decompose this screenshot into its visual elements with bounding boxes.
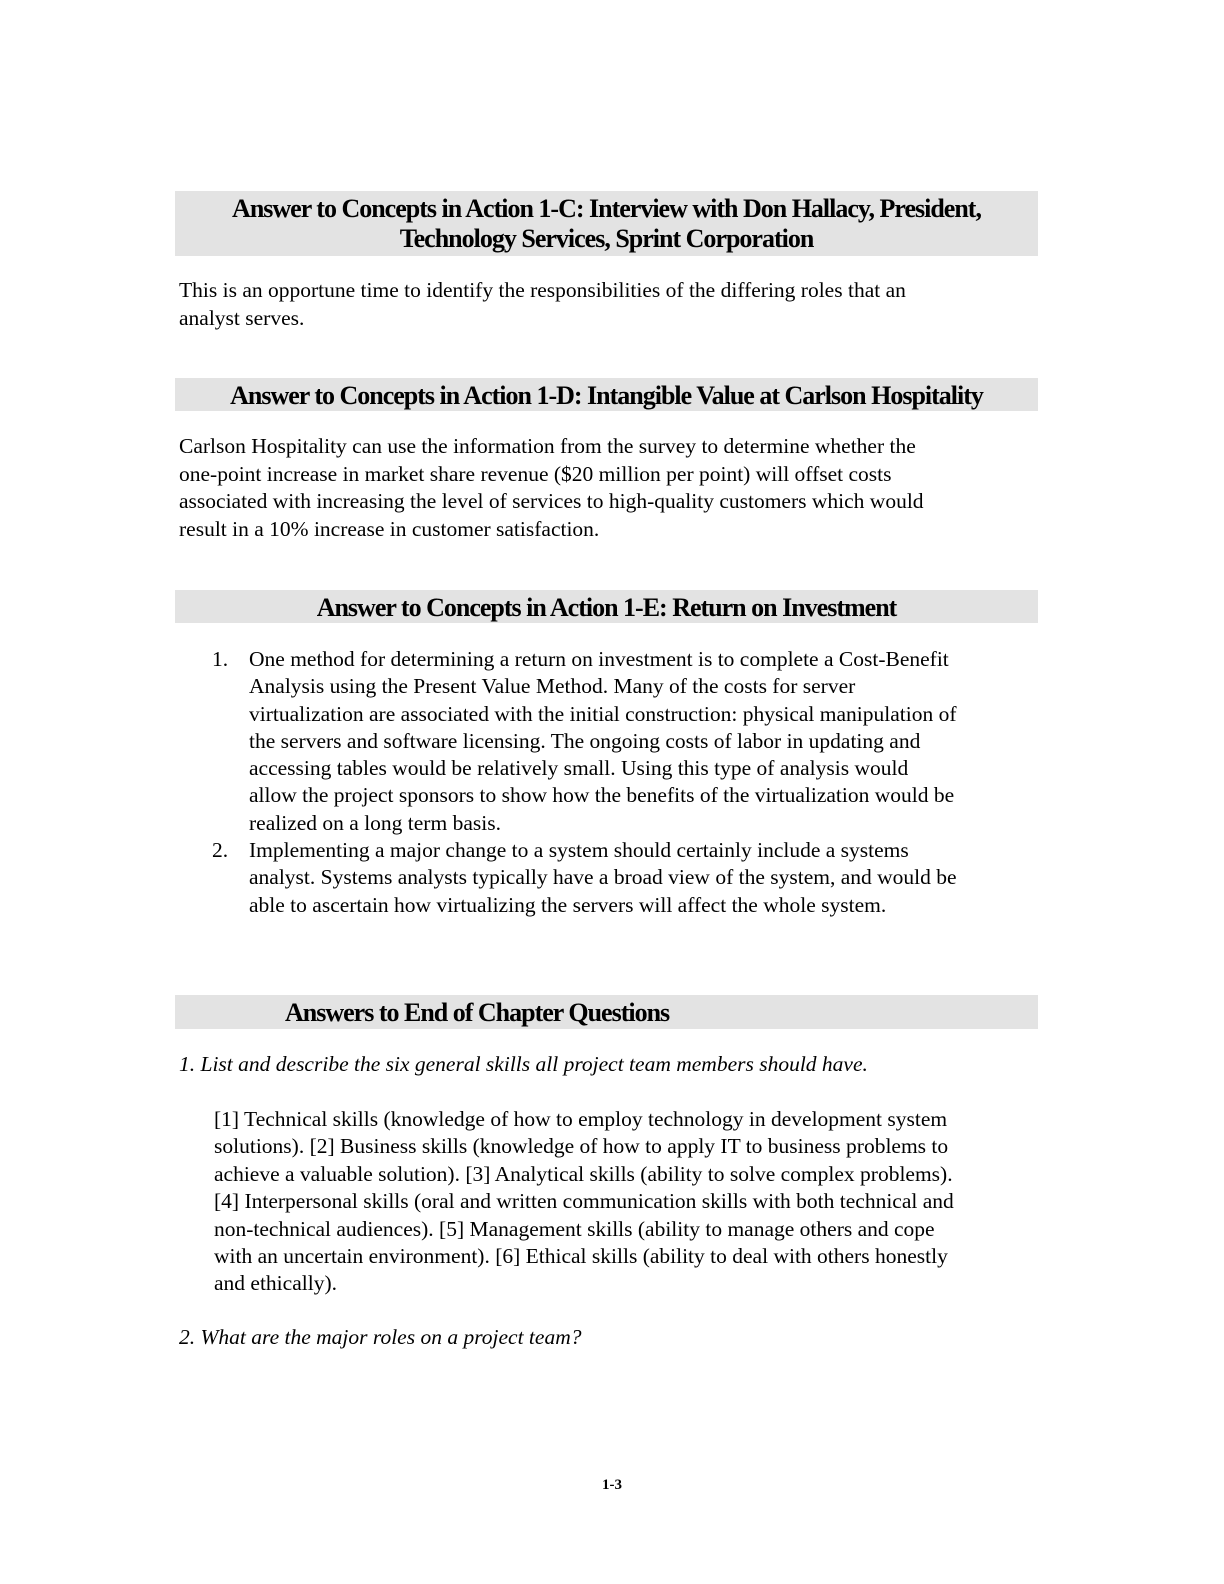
body-line: one-point increase in market share revenue ($20 million per point) will offset costs: [179, 461, 892, 486]
answer-line: [1] Technical skills (knowledge of how to employ technology in development system: [214, 1107, 948, 1131]
section-body-1d: [179, 433, 1039, 543]
list-item: [212, 646, 1042, 837]
body-line: This is an opportune time to identify the responsibilities of the differing roles that an: [179, 278, 906, 302]
answer-line: non-technical audiences). [5] Management skills (ability to manage others and cope: [214, 1216, 935, 1241]
section-heading-end-of-chapter: Answers to End of Chapter Questions: [175, 995, 1038, 1029]
list-item-line: allow the project sponsors to show how the benefits of the virtualization would be: [249, 783, 955, 808]
list-item-line: One method for determining a return on investment is to complete a Cost-Benefit: [249, 647, 949, 671]
answer-line: achieve a valuable solution). [3] Analytical skills (ability to solve complex problems).: [214, 1161, 953, 1186]
numbered-list-1e: [212, 646, 1042, 919]
answer-line: [4] Interpersonal skills (oral and written communication skills with both technical and: [214, 1189, 954, 1214]
answer-1: [214, 1106, 1044, 1298]
list-item: [212, 837, 1042, 919]
question-1: 1. List and describe the six general skills all project team members should have.: [179, 1052, 868, 1076]
section-heading-1d: Answer to Concepts in Action 1-D: Intangible Value at Carlson Hospitality: [175, 378, 1038, 411]
section-heading-1e: Answer to Concepts in Action 1-E: Return on Investment: [175, 590, 1038, 623]
list-item-line: Analysis using the Present Value Method. Many of the costs for server: [249, 674, 856, 699]
list-item-number: 2.: [212, 838, 229, 863]
list-item-line: accessing tables would be relatively small. Using this type of analysis would: [249, 756, 909, 781]
list-item-line: analyst. Systems analysts typically have a broad view of the system, and would be: [249, 865, 957, 890]
section-heading-1c: [175, 191, 1038, 256]
list-item-line: virtualization are associated with the initial construction: physical manipulation of: [249, 701, 957, 726]
list-item-line: realized on a long term basis.: [249, 810, 501, 835]
page-number: 1-3: [602, 1477, 622, 1493]
body-line: analyst serves.: [179, 305, 305, 330]
heading-line: Answer to Concepts in Action 1-C: Interview with Don Hallacy, President,: [232, 194, 981, 223]
list-item-line: able to ascertain how virtualizing the servers will affect the whole system.: [249, 892, 887, 917]
answer-line: with an uncertain environment). [6] Ethical skills (ability to deal with others honestly: [214, 1244, 948, 1269]
body-line: result in a 10% increase in customer satisfaction.: [179, 516, 600, 541]
question-2: 2. What are the major roles on a project team?: [179, 1325, 582, 1349]
section-body-1c: [179, 277, 1039, 332]
answer-line: solutions). [2] Business skills (knowledge of how to apply IT to business problems to: [214, 1134, 949, 1159]
heading-line: Technology Services, Sprint Corporation: [399, 224, 814, 253]
list-item-number: 1.: [212, 647, 229, 671]
list-item-line: the servers and software licensing. The ongoing costs of labor in updating and: [249, 728, 921, 753]
answer-line: and ethically).: [214, 1271, 337, 1296]
list-item-line: Implementing a major change to a system should certainly include a systems: [249, 838, 909, 863]
body-line: Carlson Hospitality can use the information from the survey to determine whether the: [179, 434, 916, 458]
body-line: associated with increasing the level of services to high-quality customers which would: [179, 489, 924, 513]
